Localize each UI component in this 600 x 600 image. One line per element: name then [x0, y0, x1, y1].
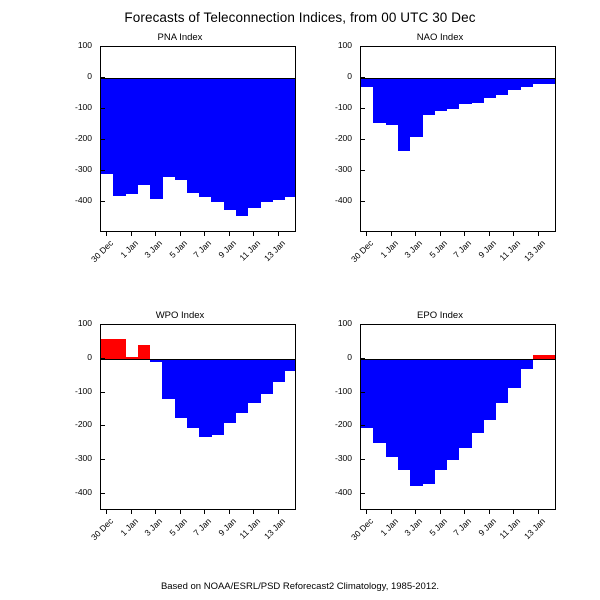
x-tick-label: 11 Jan — [237, 516, 263, 541]
y-tick-mark — [100, 201, 105, 202]
y-tick-label: 100 — [337, 318, 352, 328]
bar — [224, 78, 237, 210]
plot-area-wpo — [100, 324, 296, 510]
bar — [435, 359, 448, 471]
panel-title-pna: PNA Index — [157, 32, 203, 43]
zero-axis-line-pna — [101, 78, 295, 79]
bar — [373, 78, 386, 123]
x-tick-label: 11 Jan — [497, 516, 523, 541]
y-tick-label: 0 — [87, 71, 92, 81]
bar-series-wpo — [101, 325, 295, 509]
y-tick-label: 100 — [337, 40, 352, 50]
x-tick-mark — [155, 510, 156, 514]
x-tick-label: 5 Jan — [166, 516, 189, 538]
bar-series-pna — [101, 47, 295, 231]
y-tick-mark — [100, 493, 105, 494]
x-tick-label: 7 Jan — [191, 238, 214, 260]
x-tick-mark — [513, 510, 514, 514]
bar — [285, 359, 296, 371]
y-tick-mark — [100, 324, 105, 325]
zero-axis-line-wpo — [101, 359, 295, 360]
bar — [162, 359, 175, 400]
y-tick-mark — [100, 392, 105, 393]
x-tick-mark — [204, 232, 205, 236]
plot-area-epo — [360, 324, 556, 510]
x-tick-mark — [180, 232, 181, 236]
y-tick-label: -200 — [74, 133, 92, 143]
bar — [484, 359, 497, 420]
x-tick-label: 7 Jan — [451, 238, 474, 260]
y-tick-label: -300 — [334, 453, 352, 464]
x-tick-mark — [278, 232, 279, 236]
x-tick-mark — [415, 232, 416, 236]
y-tick-label: -300 — [74, 164, 92, 174]
x-tick-label: 13 Jan — [521, 238, 547, 264]
y-tick-label: -400 — [334, 195, 352, 205]
x-tick-mark — [180, 510, 181, 514]
bar — [162, 78, 175, 177]
x-tick-mark — [253, 510, 254, 514]
y-tick-mark — [360, 493, 365, 494]
zero-axis-line-nao — [361, 78, 555, 79]
bar — [484, 78, 497, 98]
x-tick-label: 30 Dec — [89, 238, 116, 265]
x-tick-label: 5 Jan — [426, 516, 449, 538]
x-tick-mark — [131, 232, 132, 236]
x-tick-mark — [131, 510, 132, 514]
chart-panel-nao — [320, 32, 560, 282]
bar — [236, 78, 249, 216]
bar — [410, 359, 423, 486]
y-tick-label: -100 — [334, 385, 352, 396]
x-tick-mark — [440, 232, 441, 236]
bar — [471, 359, 484, 433]
y-tick-label: -100 — [334, 102, 352, 112]
bar — [410, 78, 423, 137]
bar — [361, 359, 374, 428]
x-tick-label: 13 Jan — [261, 238, 287, 264]
x-tick-label: 13 Jan — [521, 516, 547, 542]
bar — [520, 359, 533, 369]
bar — [101, 78, 114, 174]
bar — [138, 78, 151, 185]
x-tick-label: 11 Jan — [497, 238, 523, 263]
bar — [422, 359, 435, 484]
plot-area-pna — [100, 46, 296, 232]
bar — [459, 78, 472, 104]
y-tick-label: -300 — [74, 453, 92, 464]
x-tick-label: 1 Jan — [377, 238, 400, 260]
x-tick-label: 30 Dec — [349, 238, 376, 265]
bar — [508, 78, 521, 90]
x-tick-label: 13 Jan — [261, 516, 287, 542]
bar — [361, 78, 374, 87]
chart-panel-epo — [320, 310, 560, 560]
x-tick-label: 9 Jan — [215, 238, 238, 260]
y-tick-label: -100 — [74, 385, 92, 396]
bar — [398, 359, 411, 471]
y-tick-label: 0 — [87, 351, 92, 362]
bar — [260, 78, 273, 202]
bar — [224, 359, 237, 423]
bar — [199, 359, 212, 437]
x-tick-mark — [538, 510, 539, 514]
x-tick-mark — [253, 232, 254, 236]
x-tick-label: 3 Jan — [142, 238, 165, 260]
bar — [187, 359, 200, 428]
y-tick-mark — [360, 170, 365, 171]
x-tick-label: 5 Jan — [166, 238, 189, 260]
y-tick-mark — [100, 358, 105, 359]
bar — [459, 359, 472, 449]
bar — [273, 359, 286, 383]
y-tick-label: -100 — [74, 102, 92, 112]
y-tick-mark — [100, 425, 105, 426]
footer-note: Based on NOAA/ESRL/PSD Reforecast2 Climatology, 1985-2012. — [160, 581, 440, 592]
x-tick-mark — [415, 510, 416, 514]
bar — [398, 78, 411, 151]
x-tick-label: 1 Jan — [117, 516, 140, 538]
bar — [248, 359, 261, 403]
y-tick-label: -200 — [334, 133, 352, 143]
x-tick-label: 11 Jan — [237, 238, 263, 263]
x-tick-mark — [366, 510, 367, 514]
x-tick-mark — [464, 232, 465, 236]
bar — [150, 78, 163, 199]
x-tick-mark — [489, 232, 490, 236]
y-tick-label: 0 — [347, 71, 352, 81]
plot-area-nao — [360, 46, 556, 232]
chart-panel-pna — [60, 32, 300, 282]
y-tick-label: -200 — [334, 419, 352, 430]
y-tick-mark — [100, 108, 105, 109]
x-tick-label: 5 Jan — [426, 238, 449, 260]
y-tick-mark — [360, 108, 365, 109]
y-tick-label: 0 — [347, 351, 352, 362]
x-tick-label: 9 Jan — [475, 516, 498, 538]
x-tick-mark — [106, 510, 107, 514]
bar — [373, 359, 386, 444]
x-tick-label: 1 Jan — [377, 516, 400, 538]
bar — [113, 78, 126, 196]
y-tick-label: -400 — [74, 487, 92, 498]
panel-title-wpo: WPO Index — [155, 310, 205, 321]
x-tick-mark — [229, 510, 230, 514]
bar — [496, 359, 509, 403]
x-tick-mark — [366, 232, 367, 236]
y-tick-label: -300 — [334, 164, 352, 174]
bar — [236, 359, 249, 413]
x-tick-mark — [155, 232, 156, 236]
x-tick-mark — [106, 232, 107, 236]
bar — [248, 78, 261, 208]
x-tick-mark — [538, 232, 539, 236]
bar — [285, 78, 296, 197]
bar — [508, 359, 521, 388]
x-tick-label: 7 Jan — [191, 516, 214, 538]
bar — [435, 78, 448, 111]
y-tick-mark — [100, 459, 105, 460]
x-tick-label: 7 Jan — [451, 516, 474, 538]
bar — [175, 78, 188, 180]
x-tick-label: 9 Jan — [215, 516, 238, 538]
bar — [471, 78, 484, 103]
x-tick-label: 3 Jan — [402, 516, 425, 538]
bar — [211, 359, 224, 435]
panel-title-epo: EPO Index — [417, 310, 463, 321]
x-tick-mark — [513, 232, 514, 236]
x-tick-label: 9 Jan — [475, 238, 498, 260]
x-tick-label: 30 Dec — [349, 516, 376, 543]
zero-axis-line-epo — [361, 359, 555, 360]
page-title: Forecasts of Teleconnection Indices, from 00 UTC 30 Dec — [124, 10, 476, 25]
y-tick-mark — [360, 77, 365, 78]
y-tick-label: 100 — [77, 318, 92, 328]
x-tick-mark — [440, 510, 441, 514]
y-tick-label: -400 — [74, 195, 92, 205]
y-tick-mark — [360, 46, 365, 47]
x-tick-mark — [489, 510, 490, 514]
y-tick-mark — [360, 425, 365, 426]
y-tick-label: 100 — [77, 40, 92, 50]
x-tick-mark — [229, 232, 230, 236]
x-tick-mark — [391, 232, 392, 236]
y-tick-mark — [360, 392, 365, 393]
y-tick-mark — [360, 358, 365, 359]
bar — [273, 78, 286, 200]
bar — [175, 359, 188, 418]
x-tick-label: 30 Dec — [89, 516, 116, 543]
bar — [386, 78, 399, 125]
x-tick-mark — [391, 510, 392, 514]
bar-series-nao — [361, 47, 555, 231]
y-tick-mark — [360, 459, 365, 460]
bar — [447, 78, 460, 109]
chart-panel-wpo — [60, 310, 300, 560]
bar — [101, 339, 114, 359]
bar — [422, 78, 435, 115]
y-tick-mark — [360, 324, 365, 325]
y-tick-mark — [100, 77, 105, 78]
x-tick-mark — [464, 510, 465, 514]
x-tick-mark — [204, 510, 205, 514]
x-tick-label: 3 Jan — [402, 238, 425, 260]
y-tick-label: -400 — [334, 487, 352, 498]
x-tick-mark — [278, 510, 279, 514]
panel-title-nao: NAO Index — [416, 32, 464, 43]
bar — [126, 78, 139, 194]
bar — [260, 359, 273, 395]
bar — [386, 359, 399, 457]
bar — [447, 359, 460, 460]
y-tick-label: -200 — [74, 419, 92, 430]
bar — [199, 78, 212, 197]
x-tick-label: 1 Jan — [117, 238, 140, 260]
y-tick-mark — [100, 139, 105, 140]
y-tick-mark — [360, 139, 365, 140]
bar-series-epo — [361, 325, 555, 509]
bar — [138, 345, 151, 359]
bar — [496, 78, 509, 95]
x-tick-label: 3 Jan — [142, 516, 165, 538]
bar — [113, 339, 126, 359]
bar — [520, 78, 533, 87]
y-tick-mark — [100, 170, 105, 171]
bar — [187, 78, 200, 193]
y-tick-mark — [100, 46, 105, 47]
bar — [211, 78, 224, 202]
y-tick-mark — [360, 201, 365, 202]
